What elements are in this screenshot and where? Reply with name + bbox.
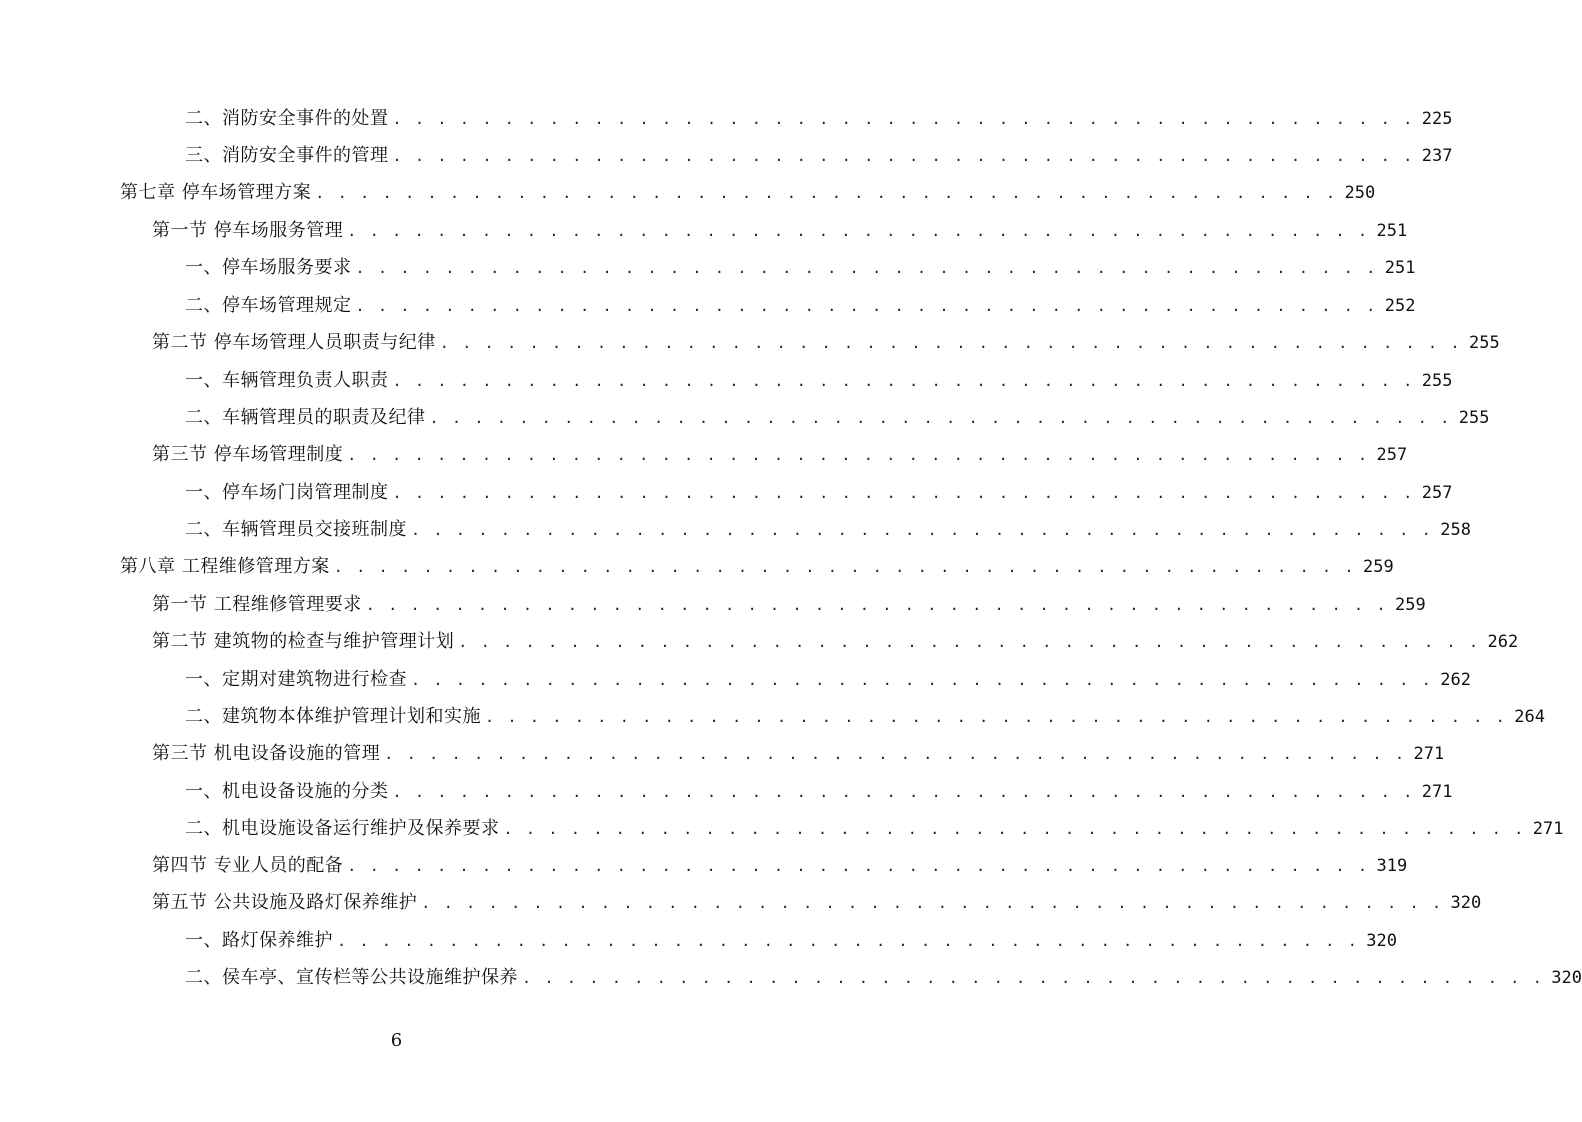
toc-entry-title: 第二节 停车场管理人员职责与纪律 — [152, 332, 436, 353]
toc-entry-page: 255 — [1458, 408, 1490, 428]
toc-entry-page: 258 — [1440, 520, 1471, 540]
toc-leader-dots: . . . . . . . . . . . . . . . . . . . . . . . . . . . . . . . . . . . . . . . . . . . . . . — [347, 222, 1370, 240]
toc-leader-dots: . . . . . . . . . . . . . . . . . . . . . . . . . . . . . . . . . . . . . . . . . . . . . . — [384, 745, 1407, 763]
toc-entry-page: 250 — [1344, 183, 1376, 203]
toc-leader-dots: . . . . . . . . . . . . . . . . . . . . . . . . . . . . . . . . . . . . . . . . . . . . . . — [411, 671, 1433, 689]
toc-entry-title: 一、停车场服务要求 — [185, 257, 352, 278]
toc-entry-title: 二、停车场管理规定 — [185, 295, 352, 316]
toc-entry-page: 259 — [1363, 557, 1394, 577]
page-number: 6 — [390, 1030, 403, 1051]
toc-entry[interactable] — [120, 552, 1394, 582]
toc-entry-title: 二、建筑物本体维护管理计划和实施 — [185, 706, 481, 727]
toc-entry[interactable] — [185, 366, 1453, 396]
toc-entry-page: 319 — [1376, 856, 1408, 876]
toc-entry[interactable] — [152, 440, 1408, 470]
toc-leader-dots: . . . . . . . . . . . . . . . . . . . . . . . . . . . . . . . . . . . . . . . . . . . . . . — [392, 783, 1415, 801]
toc-entry-title: 二、机电设施设备运行维护及保养要求 — [185, 818, 500, 839]
toc-entry[interactable] — [185, 141, 1453, 171]
toc-entry-title: 三、消防安全事件的管理 — [185, 145, 389, 166]
toc-leader-dots: . . . . . . . . . . . . . . . . . . . . . . . . . . . . . . . . . . . . . . . . . . . . . . — [485, 708, 1507, 726]
toc-entry-page: 251 — [1384, 258, 1416, 278]
toc-leader-dots: . . . . . . . . . . . . . . . . . . . . . . . . . . . . . . . . . . . . . . . . . . . . . . — [392, 147, 1415, 165]
toc-entry-page: 225 — [1421, 109, 1453, 129]
toc-leader-dots: . . . . . . . . . . . . . . . . . . . . . . . . . . . . . . . . . . . . . . . . . . . . . . — [522, 969, 1544, 987]
toc-entry-title: 一、路灯保养维护 — [185, 930, 333, 951]
toc-entry[interactable] — [120, 178, 1376, 208]
toc-entry[interactable] — [152, 328, 1500, 358]
toc-entry-page: 255 — [1469, 333, 1500, 353]
toc-entry-page: 262 — [1487, 632, 1519, 652]
toc-leader-dots: . . . . . . . . . . . . . . . . . . . . . . . . . . . . . . . . . . . . . . . . . . . . . . — [355, 297, 1378, 315]
toc-entry-title: 第七章 停车场管理方案 — [120, 182, 312, 203]
toc-entry-title: 第三节 停车场管理制度 — [152, 444, 344, 465]
toc-entry-page: 257 — [1376, 445, 1408, 465]
toc-entry-title: 一、车辆管理负责人职责 — [185, 370, 389, 391]
toc-leader-dots: . . . . . . . . . . . . . . . . . . . . . . . . . . . . . . . . . . . . . . . . . . . . . . — [337, 932, 1359, 950]
toc-entry-page: 320 — [1551, 968, 1582, 988]
toc-leader-dots: . . . . . . . . . . . . . . . . . . . . . . . . . . . . . . . . . . . . . . . . . . . . . . — [392, 110, 1415, 128]
toc-leader-dots: . . . . . . . . . . . . . . . . . . . . . . . . . . . . . . . . . . . . . . . . . . . . . . — [365, 596, 1388, 614]
toc-entry[interactable] — [152, 627, 1519, 657]
toc-entry-page: 264 — [1514, 707, 1545, 727]
toc-entry-page: 257 — [1421, 483, 1453, 503]
toc-leader-dots: . . . . . . . . . . . . . . . . . . . . . . . . . . . . . . . . . . . . . . . . . . . . . . — [333, 558, 1356, 576]
toc-entry[interactable] — [185, 926, 1397, 956]
toc-entry-page: 271 — [1421, 782, 1453, 802]
toc-entry[interactable] — [185, 478, 1453, 508]
toc-entry-title: 二、车辆管理员交接班制度 — [185, 519, 407, 540]
toc-entry-page: 320 — [1450, 893, 1482, 913]
toc-entry-page: 251 — [1376, 221, 1408, 241]
toc-entry-title: 一、机电设备设施的分类 — [185, 781, 389, 802]
toc-entry[interactable] — [185, 291, 1416, 321]
toc-entry-page: 262 — [1440, 670, 1471, 690]
toc-entry-title: 第二节 建筑物的检查与维护管理计划 — [152, 631, 455, 652]
toc-entry[interactable] — [152, 216, 1408, 246]
toc-entry[interactable] — [185, 665, 1471, 695]
toc-leader-dots: . . . . . . . . . . . . . . . . . . . . . . . . . . . . . . . . . . . . . . . . . . . . . . — [347, 857, 1370, 875]
toc-entry-title: 第五节 公共设施及路灯保养维护 — [152, 892, 418, 913]
toc-entry[interactable] — [152, 739, 1445, 769]
toc-entry-title: 二、车辆管理员的职责及纪律 — [185, 407, 426, 428]
toc-entry-title: 二、侯车亭、宣传栏等公共设施维护保养 — [185, 967, 518, 988]
toc-entry[interactable] — [185, 963, 1582, 993]
toc-entry-title: 第四节 专业人员的配备 — [152, 855, 344, 876]
toc-entry[interactable] — [185, 104, 1453, 134]
toc-entry-title: 二、消防安全事件的处置 — [185, 108, 389, 129]
toc-leader-dots: . . . . . . . . . . . . . . . . . . . . . . . . . . . . . . . . . . . . . . . . . . . . . . — [347, 446, 1370, 464]
toc-entry-page: 252 — [1384, 296, 1416, 316]
toc-leader-dots: . . . . . . . . . . . . . . . . . . . . . . . . . . . . . . . . . . . . . . . . . . . . . . — [355, 259, 1378, 277]
toc-entry-page: 271 — [1532, 819, 1564, 839]
toc-entry-title: 第三节 机电设备设施的管理 — [152, 743, 381, 764]
toc-entry-page: 271 — [1413, 744, 1445, 764]
toc-entry-title: 一、停车场门岗管理制度 — [185, 482, 389, 503]
toc-entry[interactable] — [185, 253, 1416, 283]
toc-entry[interactable] — [185, 702, 1545, 732]
toc-leader-dots: . . . . . . . . . . . . . . . . . . . . . . . . . . . . . . . . . . . . . . . . . . . . . . — [392, 484, 1415, 502]
toc-entry[interactable] — [185, 403, 1490, 433]
toc-entry[interactable] — [152, 590, 1426, 620]
toc-entry-page: 237 — [1421, 146, 1453, 166]
toc-entry[interactable] — [152, 851, 1408, 881]
toc-leader-dots: . . . . . . . . . . . . . . . . . . . . . . . . . . . . . . . . . . . . . . . . . . . . . . — [411, 521, 1433, 539]
toc-entry-page: 255 — [1421, 371, 1453, 391]
toc-entry[interactable] — [152, 888, 1482, 918]
toc-leader-dots: . . . . . . . . . . . . . . . . . . . . . . . . . . . . . . . . . . . . . . . . . . . . . . — [429, 409, 1452, 427]
toc-leader-dots: . . . . . . . . . . . . . . . . . . . . . . . . . . . . . . . . . . . . . . . . . . . . . . — [503, 820, 1526, 838]
toc-leader-dots: . . . . . . . . . . . . . . . . . . . . . . . . . . . . . . . . . . . . . . . . . . . . . . — [458, 633, 1481, 651]
toc-leader-dots: . . . . . . . . . . . . . . . . . . . . . . . . . . . . . . . . . . . . . . . . . . . . . . — [439, 334, 1462, 352]
toc-entry-title: 第八章 工程维修管理方案 — [120, 556, 330, 577]
toc-entry-title: 第一节 停车场服务管理 — [152, 220, 344, 241]
toc-entry-page: 320 — [1366, 931, 1397, 951]
toc-entry[interactable] — [185, 777, 1453, 807]
toc-entry-title: 一、定期对建筑物进行检查 — [185, 669, 407, 690]
toc-entry-page: 259 — [1395, 595, 1426, 615]
toc-leader-dots: . . . . . . . . . . . . . . . . . . . . . . . . . . . . . . . . . . . . . . . . . . . . . . — [421, 894, 1444, 912]
toc-entry[interactable] — [185, 515, 1471, 545]
toc-leader-dots: . . . . . . . . . . . . . . . . . . . . . . . . . . . . . . . . . . . . . . . . . . . . . . — [392, 372, 1415, 390]
toc-leader-dots: . . . . . . . . . . . . . . . . . . . . . . . . . . . . . . . . . . . . . . . . . . . . . . — [315, 184, 1338, 202]
toc-entry[interactable] — [185, 814, 1564, 844]
toc-entry-title: 第一节 工程维修管理要求 — [152, 594, 362, 615]
